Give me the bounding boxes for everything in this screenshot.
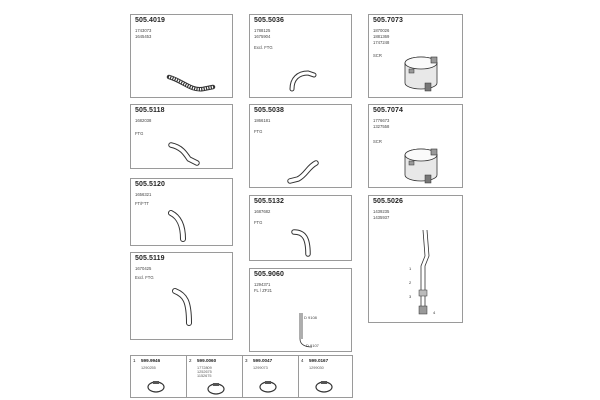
vertical-pipe-drawing: [405, 226, 445, 318]
part-number: 1645453: [135, 34, 152, 39]
clamp-number: 1772809: [197, 366, 212, 370]
bent-pipe-drawing: [167, 139, 207, 169]
part-note: FTG: [135, 131, 144, 136]
part-number: 1687682: [254, 209, 271, 214]
part-code: 505.7073: [373, 17, 403, 24]
part-card-505-5026[interactable]: [368, 195, 463, 323]
part-note: FL / ZF21: [254, 288, 272, 293]
bent-pipe-drawing: [171, 287, 201, 329]
part-code: 505.5120: [135, 181, 165, 188]
bent-pipe-drawing: [290, 226, 316, 260]
clamp-cell[interactable]: [243, 356, 299, 398]
part-code: 505.5036: [254, 17, 284, 24]
part-card-505-7073[interactable]: [368, 14, 463, 98]
clamp-code: 599.9946: [141, 358, 161, 363]
clamps-strip: [130, 355, 353, 398]
clamp-number: 1299030: [309, 366, 324, 370]
diagram-label: D 9108: [304, 315, 317, 320]
part-code: 505.5132: [254, 198, 284, 205]
clamp-icon: [205, 382, 227, 396]
clamp-code: 599.0167: [309, 358, 329, 363]
clamp-code: 599.0047: [253, 358, 273, 363]
diagram-label: D 9107: [306, 343, 319, 348]
scr-silencer-drawing: [397, 51, 445, 95]
part-number: 1776673: [373, 118, 390, 123]
part-number: 1743073: [135, 28, 152, 33]
part-note: FTG: [254, 129, 263, 134]
part-number: 1881369: [373, 34, 390, 39]
clamp-number: 1252675: [197, 370, 212, 374]
position-marker: 4: [433, 310, 436, 315]
part-code: 505.4019: [135, 17, 165, 24]
part-number: 1656321: [135, 192, 152, 197]
part-code: 505.5038: [254, 107, 284, 114]
part-number: 1747248: [373, 40, 390, 45]
part-code: 505.9060: [254, 271, 284, 278]
clamp-code: 599.0060: [197, 358, 217, 363]
clamp-icon: [145, 380, 167, 394]
part-note: FT/FTT: [135, 201, 149, 206]
clamp-icon: [257, 380, 279, 394]
part-number: 1788125: [254, 28, 271, 33]
part-code: 505.5119: [135, 255, 165, 262]
scr-silencer-drawing: [397, 143, 445, 187]
part-note: SCR: [373, 139, 382, 144]
part-card-505-4019[interactable]: [130, 14, 233, 98]
part-card-505-5118[interactable]: [130, 104, 233, 169]
clamp-number: 1290255: [141, 366, 156, 370]
part-note: FTG: [254, 220, 263, 225]
part-code: 505.5118: [135, 107, 165, 114]
part-number: 1675904: [254, 34, 271, 39]
part-number: 1294371: [254, 282, 271, 287]
position-marker: 3: [409, 294, 412, 299]
flexible-pipe-drawing: [161, 65, 221, 95]
clamp-index: 3: [245, 358, 248, 363]
part-card-505-9060[interactable]: [249, 268, 352, 352]
part-card-505-5120[interactable]: [130, 178, 233, 246]
clamp-index: 4: [301, 358, 304, 363]
part-number: 1670425: [135, 266, 152, 271]
clamp-cell[interactable]: [299, 356, 354, 398]
position-marker: 1: [409, 266, 412, 271]
part-number: 1682038: [135, 118, 152, 123]
clamp-number: 1299073: [253, 366, 268, 370]
part-note: Excl. FTG: [135, 275, 154, 280]
part-number: 1327558: [373, 124, 390, 129]
bent-pipe-drawing: [167, 209, 197, 245]
clamp-cell[interactable]: [187, 356, 243, 398]
clamp-number: 1152675: [197, 374, 212, 378]
clamp-icon: [313, 380, 335, 394]
part-number: 1435937: [373, 215, 390, 220]
part-number: 1870026: [373, 28, 390, 33]
part-note: Excl. FTG: [254, 45, 273, 50]
part-card-505-5036[interactable]: [249, 14, 352, 98]
tailpipe-drawing: [280, 309, 340, 351]
bent-pipe-drawing: [286, 157, 322, 187]
part-number: 1866181: [254, 118, 271, 123]
part-number: 1439235: [373, 209, 390, 214]
position-marker: 2: [409, 280, 412, 285]
bent-pipe-drawing: [286, 67, 318, 93]
part-note: SCR: [373, 53, 382, 58]
clamp-cell[interactable]: [131, 356, 187, 398]
part-code: 505.5026: [373, 198, 403, 205]
clamp-index: 2: [189, 358, 192, 363]
part-code: 505.7074: [373, 107, 403, 114]
part-card-505-7074[interactable]: [368, 104, 463, 188]
part-card-505-5132[interactable]: [249, 195, 352, 261]
part-card-505-5038[interactable]: [249, 104, 352, 188]
part-card-505-5119[interactable]: [130, 252, 233, 340]
clamp-index: 1: [133, 358, 136, 363]
